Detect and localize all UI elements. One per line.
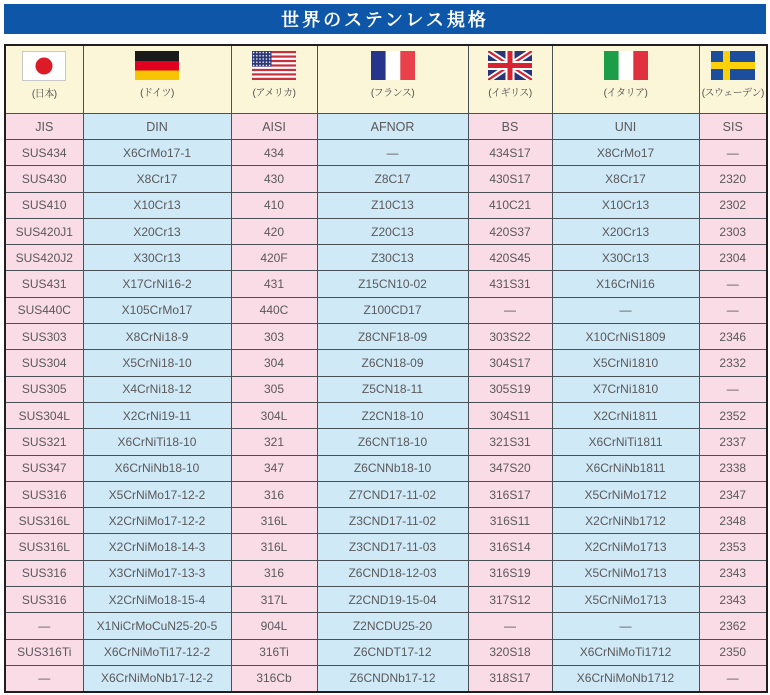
- column-header-din: DIN: [83, 114, 231, 140]
- cell-jis-row15: SUS316L: [5, 508, 83, 534]
- usa-flag-icon: [232, 51, 317, 80]
- cell-aisi-row20: 316Ti: [231, 639, 317, 665]
- cell-afnor-row13: Z6CNNb18-10: [317, 455, 468, 481]
- column-header-bs: BS: [468, 114, 552, 140]
- table-row: [5, 324, 767, 350]
- cell-aisi-row19: 904L: [231, 613, 317, 639]
- cell-aisi-row12: 321: [231, 429, 317, 455]
- standards-header-row: [5, 114, 767, 140]
- cell-afnor-row14: Z7CND17-11-02: [317, 481, 468, 507]
- cell-jis-row1: SUS434: [5, 140, 83, 166]
- cell-jis-row6: SUS431: [5, 271, 83, 297]
- table-row: [5, 140, 767, 166]
- flag-label: (イギリス): [488, 88, 532, 99]
- cell-bs-row3: 410C21: [468, 192, 552, 218]
- flag-header-row: [5, 45, 767, 114]
- table-row: [5, 481, 767, 507]
- table-row: [5, 192, 767, 218]
- cell-afnor-row4: Z20C13: [317, 218, 468, 244]
- cell-jis-row16: SUS316L: [5, 534, 83, 560]
- cell-sis-row18: 2343: [699, 587, 767, 613]
- cell-aisi-row16: 316L: [231, 534, 317, 560]
- cell-bs-row13: 347S20: [468, 455, 552, 481]
- cell-sis-row5: 2304: [699, 245, 767, 271]
- column-header-jis: JIS: [5, 114, 83, 140]
- cell-din-row15: X2CrNiMo17-12-2: [83, 508, 231, 534]
- cell-sis-row16: 2353: [699, 534, 767, 560]
- cell-jis-row19: —: [5, 613, 83, 639]
- cell-jis-row11: SUS304L: [5, 402, 83, 428]
- cell-jis-row8: SUS303: [5, 324, 83, 350]
- cell-afnor-row2: Z8C17: [317, 166, 468, 192]
- cell-din-row14: X5CrNiMo17-12-2: [83, 481, 231, 507]
- cell-jis-row21: —: [5, 665, 83, 692]
- japan-flag-icon: [6, 51, 83, 81]
- cell-sis-row12: 2337: [699, 429, 767, 455]
- cell-uni-row1: X8CrMo17: [552, 140, 699, 166]
- cell-bs-row10: 305S19: [468, 376, 552, 402]
- cell-jis-row5: SUS420J2: [5, 245, 83, 271]
- cell-aisi-row21: 316Cb: [231, 665, 317, 692]
- cell-uni-row10: X7CrNi1810: [552, 376, 699, 402]
- flag-cell-sweden: [699, 45, 767, 114]
- cell-sis-row9: 2332: [699, 350, 767, 376]
- table-row: [5, 350, 767, 376]
- flag-label: (イタリア): [603, 88, 648, 99]
- cell-bs-row4: 420S37: [468, 218, 552, 244]
- cell-aisi-row9: 304: [231, 350, 317, 376]
- cell-sis-row2: 2320: [699, 166, 767, 192]
- flag-cell-italy: [552, 45, 699, 114]
- cell-uni-row19: —: [552, 613, 699, 639]
- table-row: [5, 613, 767, 639]
- cell-sis-row4: 2303: [699, 218, 767, 244]
- cell-jis-row12: SUS321: [5, 429, 83, 455]
- cell-sis-row17: 2343: [699, 560, 767, 586]
- cell-afnor-row9: Z6CN18-09: [317, 350, 468, 376]
- cell-uni-row6: X16CrNi16: [552, 271, 699, 297]
- italy-flag-icon: [553, 51, 699, 80]
- cell-jis-row10: SUS305: [5, 376, 83, 402]
- flag-cell-japan: [5, 45, 83, 114]
- cell-bs-row11: 304S11: [468, 402, 552, 428]
- cell-aisi-row17: 316: [231, 560, 317, 586]
- cell-afnor-row11: Z2CN18-10: [317, 402, 468, 428]
- cell-bs-row14: 316S17: [468, 481, 552, 507]
- cell-bs-row19: —: [468, 613, 552, 639]
- cell-bs-row5: 420S45: [468, 245, 552, 271]
- cell-aisi-row2: 430: [231, 166, 317, 192]
- cell-afnor-row17: Z6CND18-12-03: [317, 560, 468, 586]
- cell-uni-row4: X20Cr13: [552, 218, 699, 244]
- cell-din-row1: X6CrMo17-1: [83, 140, 231, 166]
- flag-cell-uk: [468, 45, 552, 114]
- cell-jis-row13: SUS347: [5, 455, 83, 481]
- table-row: [5, 587, 767, 613]
- cell-aisi-row4: 420: [231, 218, 317, 244]
- cell-bs-row2: 430S17: [468, 166, 552, 192]
- cell-uni-row12: X6CrNiTi1811: [552, 429, 699, 455]
- cell-uni-row15: X2CrNiNb1712: [552, 508, 699, 534]
- cell-jis-row20: SUS316Ti: [5, 639, 83, 665]
- cell-din-row4: X20Cr13: [83, 218, 231, 244]
- column-header-aisi: AISI: [231, 114, 317, 140]
- cell-jis-row14: SUS316: [5, 481, 83, 507]
- cell-din-row20: X6CrNiMoTi17-12-2: [83, 639, 231, 665]
- flag-cell-france: [317, 45, 468, 114]
- cell-aisi-row13: 347: [231, 455, 317, 481]
- cell-uni-row17: X5CrNiMo1713: [552, 560, 699, 586]
- cell-sis-row7: —: [699, 297, 767, 323]
- cell-sis-row3: 2302: [699, 192, 767, 218]
- cell-bs-row6: 431S31: [468, 271, 552, 297]
- cell-afnor-row8: Z8CNF18-09: [317, 324, 468, 350]
- cell-aisi-row14: 316: [231, 481, 317, 507]
- cell-sis-row21: —: [699, 665, 767, 692]
- column-header-sis: SIS: [699, 114, 767, 140]
- flag-cell-usa: [231, 45, 317, 114]
- cell-jis-row17: SUS316: [5, 560, 83, 586]
- table-row: [5, 534, 767, 560]
- cell-sis-row8: 2346: [699, 324, 767, 350]
- cell-bs-row18: 317S12: [468, 587, 552, 613]
- cell-afnor-row19: Z2NCDU25-20: [317, 613, 468, 639]
- cell-din-row2: X8Cr17: [83, 166, 231, 192]
- table-row: [5, 166, 767, 192]
- cell-afnor-row5: Z30C13: [317, 245, 468, 271]
- flag-cell-germany: [83, 45, 231, 114]
- table-row: [5, 560, 767, 586]
- cell-afnor-row15: Z3CND17-11-02: [317, 508, 468, 534]
- cell-uni-row21: X6CrNiMoNb1712: [552, 665, 699, 692]
- table-row: [5, 639, 767, 665]
- cell-afnor-row1: —: [317, 140, 468, 166]
- cell-afnor-row10: Z5CN18-11: [317, 376, 468, 402]
- cell-uni-row11: X2CrNi1811: [552, 402, 699, 428]
- cell-afnor-row6: Z15CN10-02: [317, 271, 468, 297]
- table-row: [5, 402, 767, 428]
- cell-din-row12: X6CrNiTi18-10: [83, 429, 231, 455]
- cell-bs-row7: —: [468, 297, 552, 323]
- standards-table: [4, 44, 768, 693]
- cell-din-row6: X17CrNi16-2: [83, 271, 231, 297]
- cell-din-row8: X8CrNi18-9: [83, 324, 231, 350]
- cell-din-row13: X6CrNiNb18-10: [83, 455, 231, 481]
- cell-aisi-row6: 431: [231, 271, 317, 297]
- flag-label: (ドイツ): [140, 88, 174, 99]
- table-row: [5, 271, 767, 297]
- cell-din-row9: X5CrNi18-10: [83, 350, 231, 376]
- cell-uni-row13: X6CrNiNb1811: [552, 455, 699, 481]
- cell-din-row10: X4CrNi18-12: [83, 376, 231, 402]
- cell-uni-row16: X2CrNiMo1713: [552, 534, 699, 560]
- cell-sis-row11: 2352: [699, 402, 767, 428]
- cell-uni-row14: X5CrNiMo1712: [552, 481, 699, 507]
- page-title: 世界のステンレス規格: [281, 10, 489, 30]
- cell-aisi-row15: 316L: [231, 508, 317, 534]
- cell-afnor-row7: Z100CD17: [317, 297, 468, 323]
- cell-din-row5: X30Cr13: [83, 245, 231, 271]
- cell-uni-row9: X5CrNi1810: [552, 350, 699, 376]
- cell-uni-row8: X10CrNiS1809: [552, 324, 699, 350]
- cell-uni-row2: X8Cr17: [552, 166, 699, 192]
- cell-sis-row6: —: [699, 271, 767, 297]
- cell-jis-row3: SUS410: [5, 192, 83, 218]
- cell-din-row11: X2CrNi19-11: [83, 402, 231, 428]
- title-bar: [4, 4, 766, 34]
- cell-aisi-row11: 304L: [231, 402, 317, 428]
- cell-bs-row20: 320S18: [468, 639, 552, 665]
- cell-din-row3: X10Cr13: [83, 192, 231, 218]
- table-row: [5, 455, 767, 481]
- column-header-uni: UNI: [552, 114, 699, 140]
- cell-bs-row8: 303S22: [468, 324, 552, 350]
- cell-din-row21: X6CrNiMoNb17-12-2: [83, 665, 231, 692]
- flag-label: (スウェーデン): [701, 88, 764, 99]
- germany-flag-icon: [84, 51, 231, 80]
- uk-flag-icon: [469, 51, 552, 80]
- cell-afnor-row12: Z6CNT18-10: [317, 429, 468, 455]
- cell-aisi-row10: 305: [231, 376, 317, 402]
- cell-jis-row2: SUS430: [5, 166, 83, 192]
- cell-afnor-row21: Z6CNDNb17-12: [317, 665, 468, 692]
- cell-afnor-row20: Z6CNDT17-12: [317, 639, 468, 665]
- cell-jis-row4: SUS420J1: [5, 218, 83, 244]
- cell-aisi-row5: 420F: [231, 245, 317, 271]
- flag-label: (アメリカ): [252, 88, 296, 99]
- cell-aisi-row8: 303: [231, 324, 317, 350]
- cell-aisi-row18: 317L: [231, 587, 317, 613]
- cell-uni-row3: X10Cr13: [552, 192, 699, 218]
- cell-din-row18: X2CrNiMo18-15-4: [83, 587, 231, 613]
- cell-afnor-row3: Z10C13: [317, 192, 468, 218]
- cell-sis-row10: —: [699, 376, 767, 402]
- cell-afnor-row18: Z2CND19-15-04: [317, 587, 468, 613]
- cell-bs-row16: 316S14: [468, 534, 552, 560]
- flag-label: (日本): [31, 89, 57, 100]
- table-row: [5, 376, 767, 402]
- cell-aisi-row3: 410: [231, 192, 317, 218]
- cell-bs-row12: 321S31: [468, 429, 552, 455]
- cell-din-row17: X3CrNiMo17-13-3: [83, 560, 231, 586]
- cell-bs-row17: 316S19: [468, 560, 552, 586]
- table-row: [5, 297, 767, 323]
- cell-jis-row18: SUS316: [5, 587, 83, 613]
- cell-din-row19: X1NiCrMoCuN25-20-5: [83, 613, 231, 639]
- cell-bs-row1: 434S17: [468, 140, 552, 166]
- table-row: [5, 429, 767, 455]
- cell-uni-row5: X30Cr13: [552, 245, 699, 271]
- table-body: [5, 140, 767, 693]
- cell-bs-row21: 318S17: [468, 665, 552, 692]
- cell-aisi-row1: 434: [231, 140, 317, 166]
- cell-aisi-row7: 440C: [231, 297, 317, 323]
- cell-jis-row9: SUS304: [5, 350, 83, 376]
- cell-sis-row15: 2348: [699, 508, 767, 534]
- france-flag-icon: [318, 51, 468, 80]
- cell-bs-row15: 316S11: [468, 508, 552, 534]
- column-header-afnor: AFNOR: [317, 114, 468, 140]
- cell-sis-row1: —: [699, 140, 767, 166]
- flag-label: (フランス): [370, 88, 415, 99]
- cell-uni-row7: —: [552, 297, 699, 323]
- table-row: [5, 245, 767, 271]
- cell-din-row7: X105CrMo17: [83, 297, 231, 323]
- cell-afnor-row16: Z3CND17-11-03: [317, 534, 468, 560]
- cell-din-row16: X2CrNiMo18-14-3: [83, 534, 231, 560]
- sweden-flag-icon: [700, 51, 767, 80]
- cell-sis-row20: 2350: [699, 639, 767, 665]
- table-row: [5, 665, 767, 692]
- cell-uni-row20: X6CrNiMoTi1712: [552, 639, 699, 665]
- cell-sis-row19: 2362: [699, 613, 767, 639]
- cell-jis-row7: SUS440C: [5, 297, 83, 323]
- cell-sis-row14: 2347: [699, 481, 767, 507]
- table-row: [5, 218, 767, 244]
- cell-uni-row18: X5CrNiMo1713: [552, 587, 699, 613]
- cell-bs-row9: 304S17: [468, 350, 552, 376]
- cell-sis-row13: 2338: [699, 455, 767, 481]
- table-row: [5, 508, 767, 534]
